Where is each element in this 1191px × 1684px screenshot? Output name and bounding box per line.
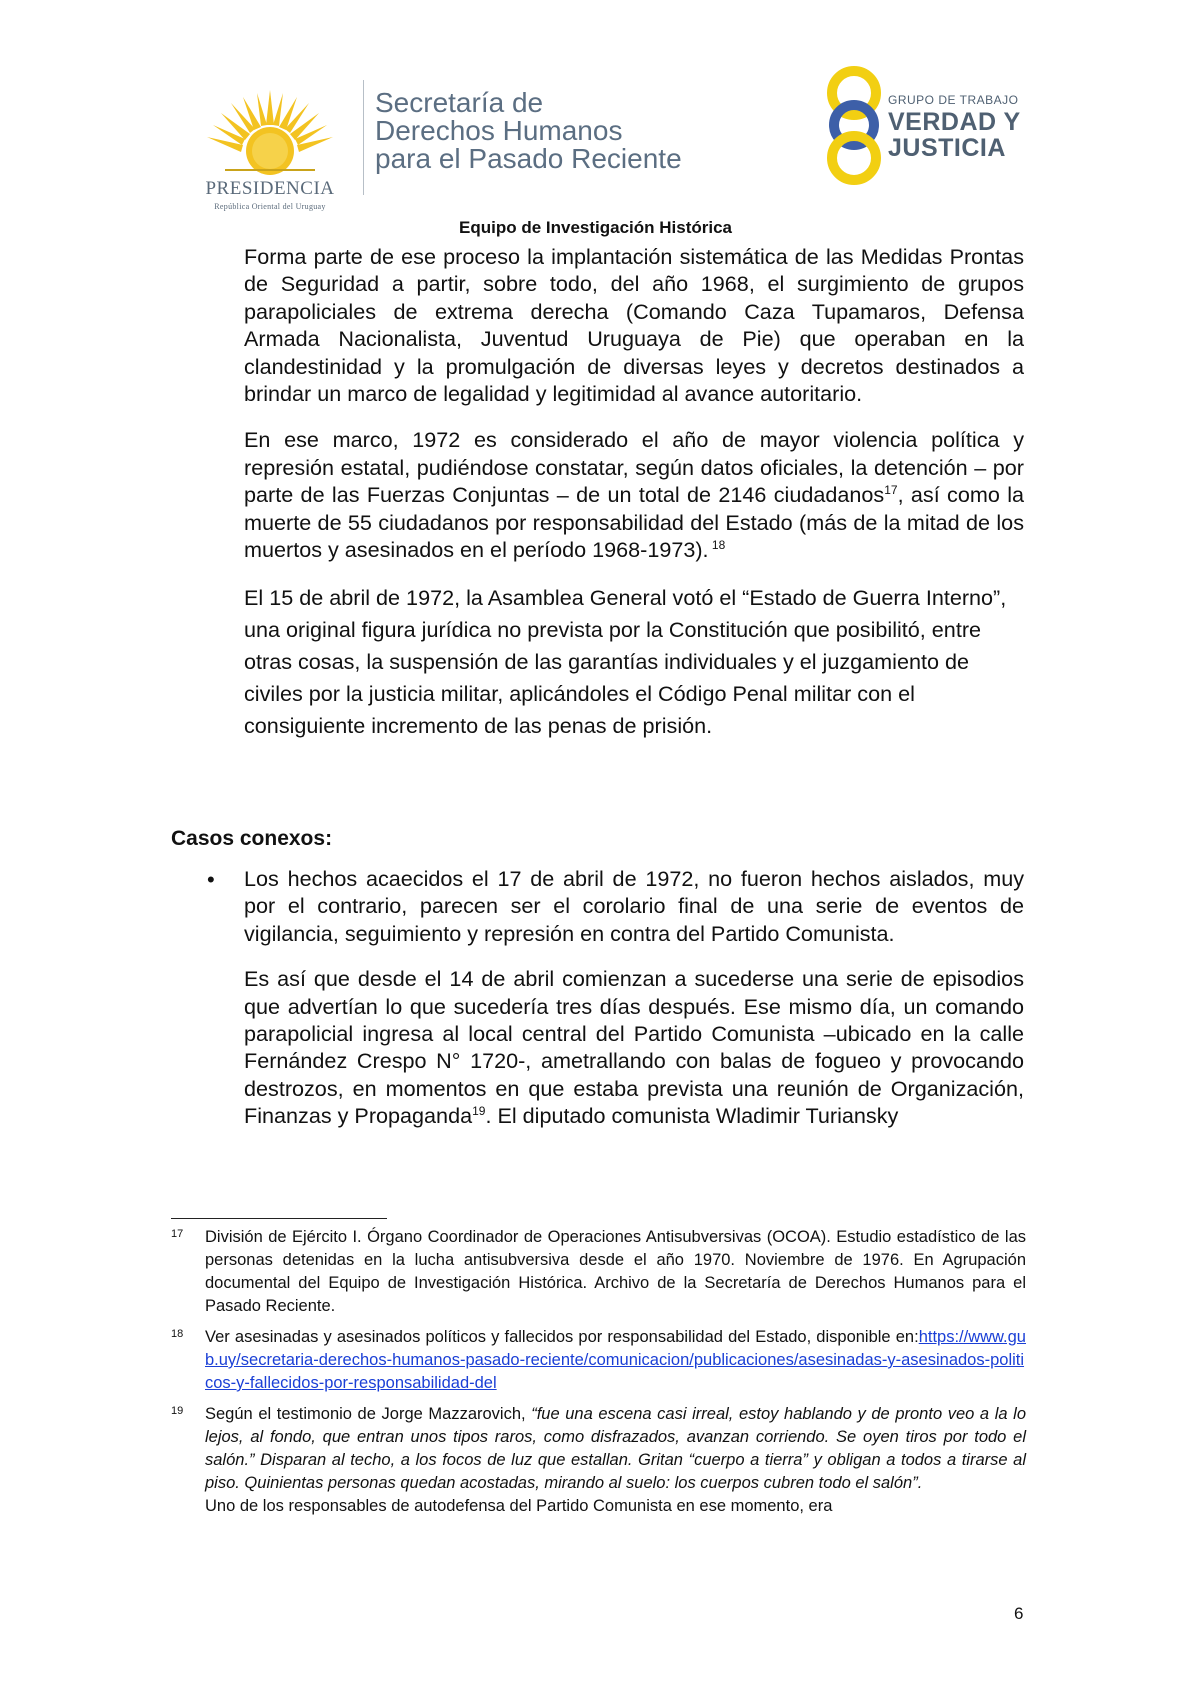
bullet-marker: • bbox=[207, 867, 215, 892]
bullet-paragraph-2 bbox=[244, 965, 1024, 1129]
bullet-paragraph-2-part-a: Es así que desde el 14 de abril comienzan a sucederse una serie de episodios que advertían lo que sucedería tres días después. Ese mismo día, un comando parapolicial ingresa al local central del Partido Comunista –ubicado en la calle Fernández Crespo N° 1720-, ametrallando con balas de fogueo y provocando destrozos, en momentos en que estaba prevista una reunión de Organización, Finanzas y Propaganda bbox=[244, 966, 1024, 1129]
secretaria-line-3: para el Pasado Reciente bbox=[375, 143, 682, 174]
footnote-19 bbox=[171, 1403, 1026, 1518]
body-text bbox=[244, 243, 1024, 761]
footnote-number: 19 bbox=[171, 1405, 184, 1417]
paragraph-2 bbox=[244, 426, 1024, 563]
footnote-number: 18 bbox=[171, 1328, 184, 1340]
footnote-text: División de Ejército I. Órgano Coordinador de Operaciones Antisubversivas (OCOA). Estudio estadístico de las personas detenidas en la lucha antisubversiva desde el año 1970. Noviembre de 1976. En Agrupación documental del Equipo de Investigación Histórica. Archivo de la Secretaría de Derechos Humanos para el Pasado Reciente. bbox=[205, 1228, 1026, 1315]
sun-emblem-icon bbox=[195, 85, 345, 180]
footnote-17 bbox=[171, 1226, 1026, 1318]
page-header bbox=[0, 55, 1191, 211]
footnote-continuation: Uno de los responsables de autodefensa del Partido Comunista en ese momento, era bbox=[205, 1497, 833, 1515]
presidencia-word: PRESIDENCIA bbox=[205, 178, 335, 199]
gvj-small-label: GRUPO DE TRABAJO bbox=[888, 93, 1019, 107]
gvj-line-2: JUSTICIA bbox=[888, 134, 1006, 162]
bullet-item bbox=[244, 865, 1024, 1148]
rings-logo-icon bbox=[812, 63, 897, 188]
secretaria-line-2: Derechos Humanos bbox=[375, 115, 623, 146]
header-divider bbox=[363, 80, 364, 195]
paragraph-2-part-b: , así como la muerte de 55 ciudadanos por responsabilidad del Estado (más de la mitad de los muertos y asesinados en el período 1968-1973). bbox=[244, 482, 1024, 563]
footnote-ref-17[interactable]: 17 bbox=[884, 483, 898, 498]
team-title: Equipo de Investigación Histórica bbox=[459, 218, 732, 237]
bullet-paragraph-2-part-b: . El diputado comunista Wladimir Turiansky bbox=[485, 1103, 899, 1129]
footnote-quote: Disparan al techo, a los focos de luz que estallan. Gritan “cuerpo a tierra” y obligan a todos a tirarse al piso. Quinientas personas quedan acostadas, mirando al suelo: los cuerpos cubren todo el salón”. bbox=[205, 1451, 1026, 1492]
footnote-text: Ver asesinadas y asesinados políticos y fallecidos por responsabilidad del Estado, disponible en: bbox=[205, 1328, 919, 1346]
presidencia-subword: República Oriental del Uruguay bbox=[214, 202, 326, 211]
footnotes bbox=[171, 1226, 1026, 1526]
section-heading-casos: Casos conexos: bbox=[171, 827, 333, 850]
footnote-quote: “fue una escena casi irreal, estoy hablando y de pronto veo a la lo lejos, al fondo, que entran unos tipos raros, como disfrazados, avanzan corriendo. Se oyen tiros por todo el salón.” bbox=[205, 1405, 1026, 1469]
footnote-18 bbox=[171, 1326, 1026, 1395]
gvj-line-1: VERDAD Y bbox=[888, 108, 1021, 136]
footnote-ref-19[interactable]: 19 bbox=[472, 1104, 486, 1119]
page-number: 6 bbox=[1014, 1604, 1024, 1623]
footnote-text: Según el testimonio de Jorge Mazzarovich, bbox=[205, 1405, 532, 1423]
bullet-paragraph-1: Los hechos acaecidos el 17 de abril de 1972, no fueron hechos aislados, muy por el contrario, parecen ser el corolario final de una serie de eventos de vigilancia, seguimiento y represión en contra del Partido Comunista. bbox=[244, 866, 1024, 946]
paragraph-1: Forma parte de ese proceso la implantación sistemática de las Medidas Prontas de Seguridad a partir, sobre todo, del año 1968, el surgimiento de grupos parapoliciales de extrema derecha (Comando Caza Tupamaros, Defensa Armada Nacionalista, Juventud Uruguaya de Pie) que operaban en la clandestinidad y la promulgación de diversas leyes y decretos destinados a brindar un marco de legalidad y legitimidad al avance autoritario. bbox=[244, 244, 1024, 407]
gvj-wordmark bbox=[888, 93, 1021, 161]
footnote-separator bbox=[171, 1218, 387, 1219]
presidencia-logo bbox=[195, 85, 355, 235]
paragraph-3: El 15 de abril de 1972, la Asamblea General votó el “Estado de Guerra Interno”, una original figura jurídica no prevista por la Constitución que posibilitó, entre otras cosas, la suspensión de las garantías individuales y el juzgamiento de civiles por la justicia militar, aplicándoles el Código Penal militar con el consiguiente incremento de las penas de prisión. bbox=[244, 585, 1007, 739]
paragraph-2-part-a: En ese marco, 1972 es considerado el año de mayor violencia política y represión estatal, pudiéndose constatar, según datos oficiales, la detención – por parte de las Fuerzas Conjuntas – de un total de 2146 ciudadanos bbox=[244, 427, 1024, 508]
footnote-ref-18[interactable]: 18 bbox=[708, 537, 726, 552]
footnote-link[interactable]: https://www.gub.uy/secretaria-derechos-humanos-pasado-reciente/comunicacion/publicaciones/asesinadas-y-asesinados-politicos-y-fallecidos-por-responsabilidad-del bbox=[205, 1328, 1026, 1392]
secretaria-line-1: Secretaría de bbox=[375, 87, 544, 118]
footnote-number: 17 bbox=[171, 1228, 184, 1240]
secretaria-title bbox=[375, 89, 682, 173]
